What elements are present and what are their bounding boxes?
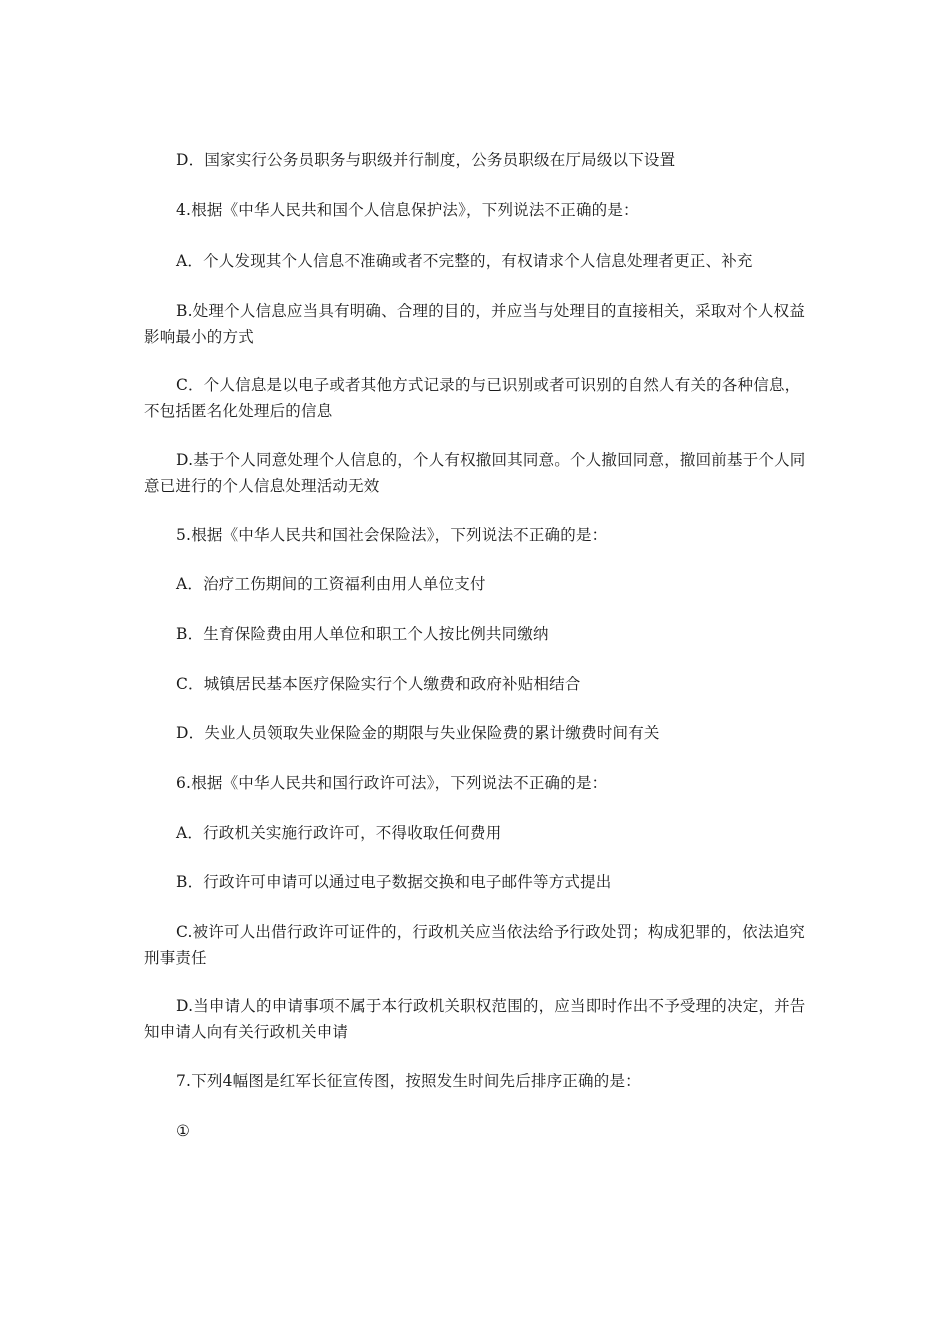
option-5c: C．城镇居民基本医疗保险实行个人缴费和政府补贴相结合 — [176, 675, 581, 693]
option-5b: B．生育保险费由用人单位和职工个人按比例共同缴纳 — [176, 625, 549, 643]
question-6: 6.根据《中华人民共和国行政许可法》，下列说法不正确的是： — [176, 774, 608, 792]
option-6d: D.当申请人的申请事项不属于本行政机关职权范围的，应当即时作出不予受理的决定，并告知申请人向有关行政机关申请 — [144, 997, 806, 1041]
option-4a: A．个人发现其个人信息不准确或者不完整的，有权请求个人信息处理者更正、补充 — [176, 252, 753, 270]
option-4b: B.处理个人信息应当具有明确、合理的目的，并应当与处理目的直接相关，采取对个人权益影响最小的方式 — [144, 302, 806, 346]
option-6a: A．行政机关实施行政许可，不得收取任何费用 — [176, 824, 502, 842]
question-4: 4.根据《中华人民共和国个人信息保护法》，下列说法不正确的是： — [176, 201, 639, 219]
option-4d: D.基于个人同意处理个人信息的，个人有权撤回其同意。个人撤回同意，撤回前基于个人同意已进行的个人信息处理活动无效 — [144, 451, 806, 495]
question-7: 7.下列4幅图是红军长征宣传图，按照发生时间先后排序正确的是： — [176, 1072, 641, 1090]
option-3d: D．国家实行公务员职务与职级并行制度，公务员职级在厅局级以下设置 — [176, 151, 676, 169]
option-5a: A．治疗工伤期间的工资福利由用人单位支付 — [176, 575, 486, 593]
image-marker-1: ① — [176, 1122, 191, 1140]
question-5: 5.根据《中华人民共和国社会保险法》，下列说法不正确的是： — [176, 526, 608, 544]
option-6b: B．行政许可申请可以通过电子数据交换和电子邮件等方式提出 — [176, 873, 612, 891]
option-5d: D．失业人员领取失业保险金的期限与失业保险费的累计缴费时间有关 — [176, 724, 660, 742]
option-6c: C.被许可人出借行政许可证件的，行政机关应当依法给予行政处罚；构成犯罪的，依法追究刑事责任 — [144, 923, 805, 967]
option-4c: C．个人信息是以电子或者其他方式记录的与已识别或者可识别的自然人有关的各种信息，不包括匿名化处理后的信息 — [144, 376, 801, 420]
